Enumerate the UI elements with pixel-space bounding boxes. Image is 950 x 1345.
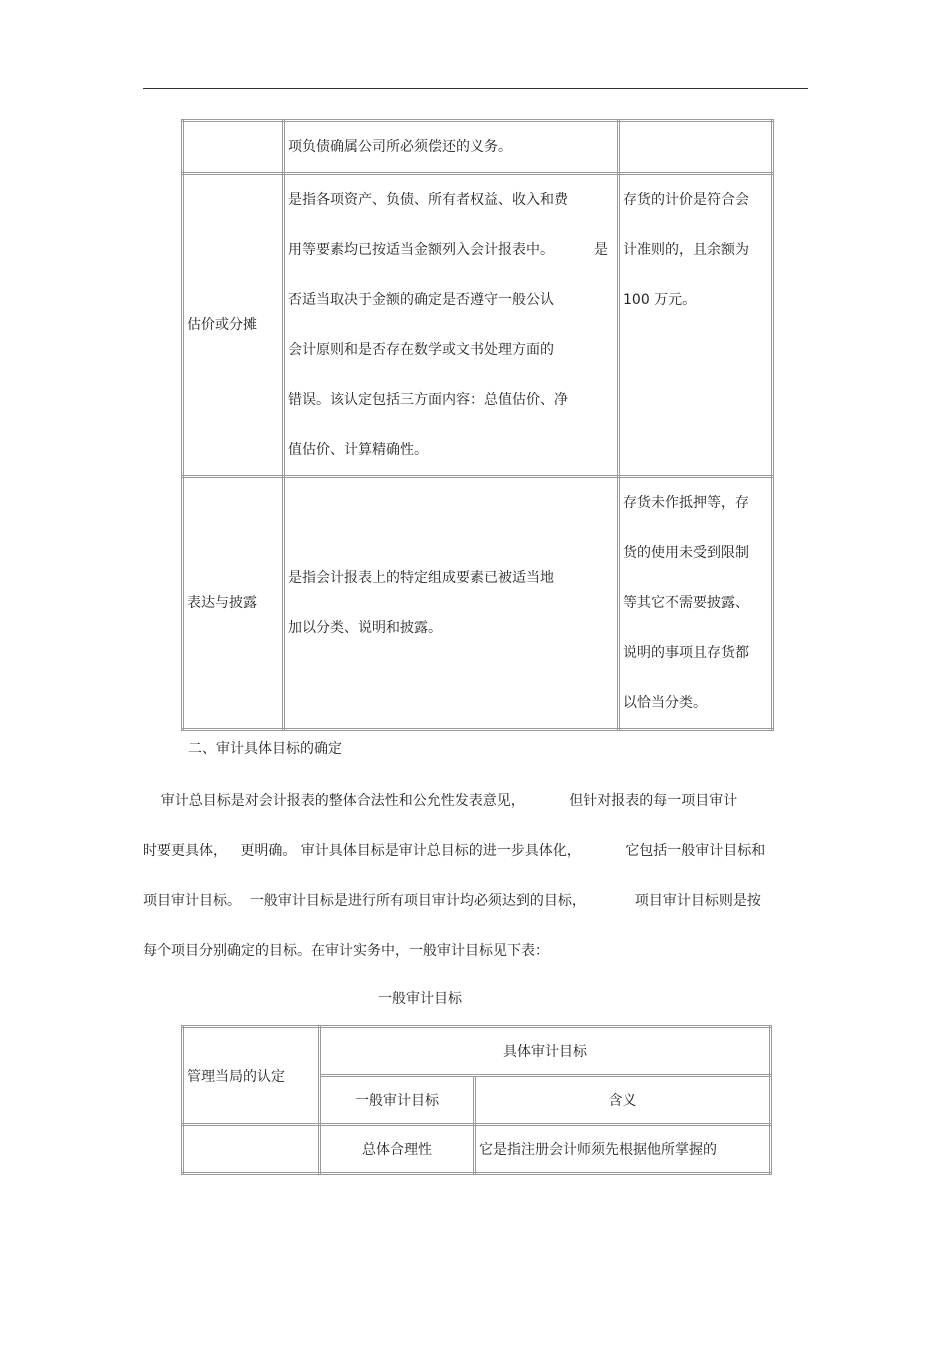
audit-objective-table: [181, 1025, 772, 1175]
example-line: 货的使用未受到限制: [623, 545, 749, 561]
table-cell: [183, 1125, 320, 1174]
assertion-label: 表达与披露: [183, 477, 284, 730]
example-line: 存货的计价是符合会: [623, 192, 749, 208]
table-row: [183, 174, 773, 477]
definition-line: 项负债确属公司所必须偿还的义务。: [288, 139, 512, 155]
assertion-label: 估价或分摊: [183, 174, 284, 477]
paragraph-line: 时要更具体， 更明确。 审计具体目标是审计总目标的进一步具体化， 它包括一般审计目标和: [143, 843, 766, 859]
table-row: [183, 1027, 771, 1076]
example-line: 计准则的，且余额为: [623, 242, 749, 258]
header-management-assertion: 管理当局的认定: [183, 1027, 320, 1125]
definition-line: 值估价、计算精确性。: [288, 442, 428, 458]
assertion-label: [183, 121, 284, 174]
table-row: [183, 121, 773, 174]
example-line: 100 万元。: [623, 292, 697, 308]
table-row: [183, 1125, 771, 1174]
definition-line: 加以分类、说明和披露。: [288, 620, 442, 636]
definition-line: 会计原则和是否存在数学或文书处理方面的: [288, 342, 554, 358]
definition-line: 否适当取决于金额的确定是否遵守一般公认: [288, 292, 554, 308]
assertion-definition: [284, 174, 619, 477]
assertion-example: [619, 174, 773, 477]
header-specific-objective: 具体审计目标: [320, 1027, 771, 1076]
table-cell: 它是指注册会计师须先根据他所掌握的: [475, 1125, 771, 1174]
table-row: [183, 477, 773, 730]
header-general-objective: 一般审计目标: [320, 1076, 475, 1125]
assertion-example: [619, 121, 773, 174]
body-paragraph: [143, 776, 808, 976]
header-rule: [143, 88, 808, 89]
section-heading: 二、审计具体目标的确定: [188, 741, 342, 757]
assertion-table: [181, 119, 774, 731]
definition-line: 用等要素均已按适当金额列入会计报表中。 是: [288, 242, 609, 258]
assertion-definition: [284, 121, 619, 174]
assertion-definition: [284, 477, 619, 730]
table-caption: 一般审计目标: [378, 991, 462, 1007]
paragraph-line: 审计总目标是对会计报表的整体合法性和公允性发表意见， 但针对报表的每一项目审计: [143, 793, 738, 809]
paragraph-line: 每个项目分别确定的目标。在审计实务中，一般审计目标见下表：: [143, 943, 549, 959]
paragraph-line: 项目审计目标。 一般审计目标是进行所有项目审计均必须达到的目标， 项目审计目标则是按: [143, 893, 761, 909]
example-line: 存货未作抵押等，存: [623, 495, 749, 511]
definition-line: 错误。该认定包括三方面内容：总值估价、净: [288, 392, 568, 408]
header-meaning: 含义: [475, 1076, 771, 1125]
assertion-example: [619, 477, 773, 730]
definition-line: 是指会计报表上的特定组成要素已被适当地: [288, 570, 554, 586]
example-line: 等其它不需要披露、: [623, 595, 749, 611]
definition-line: 是指各项资产、负债、所有者权益、收入和费: [288, 192, 568, 208]
example-line: 说明的事项且存货都: [623, 645, 749, 661]
example-line: 以恰当分类。: [623, 695, 707, 711]
table-cell: 总体合理性: [320, 1125, 475, 1174]
